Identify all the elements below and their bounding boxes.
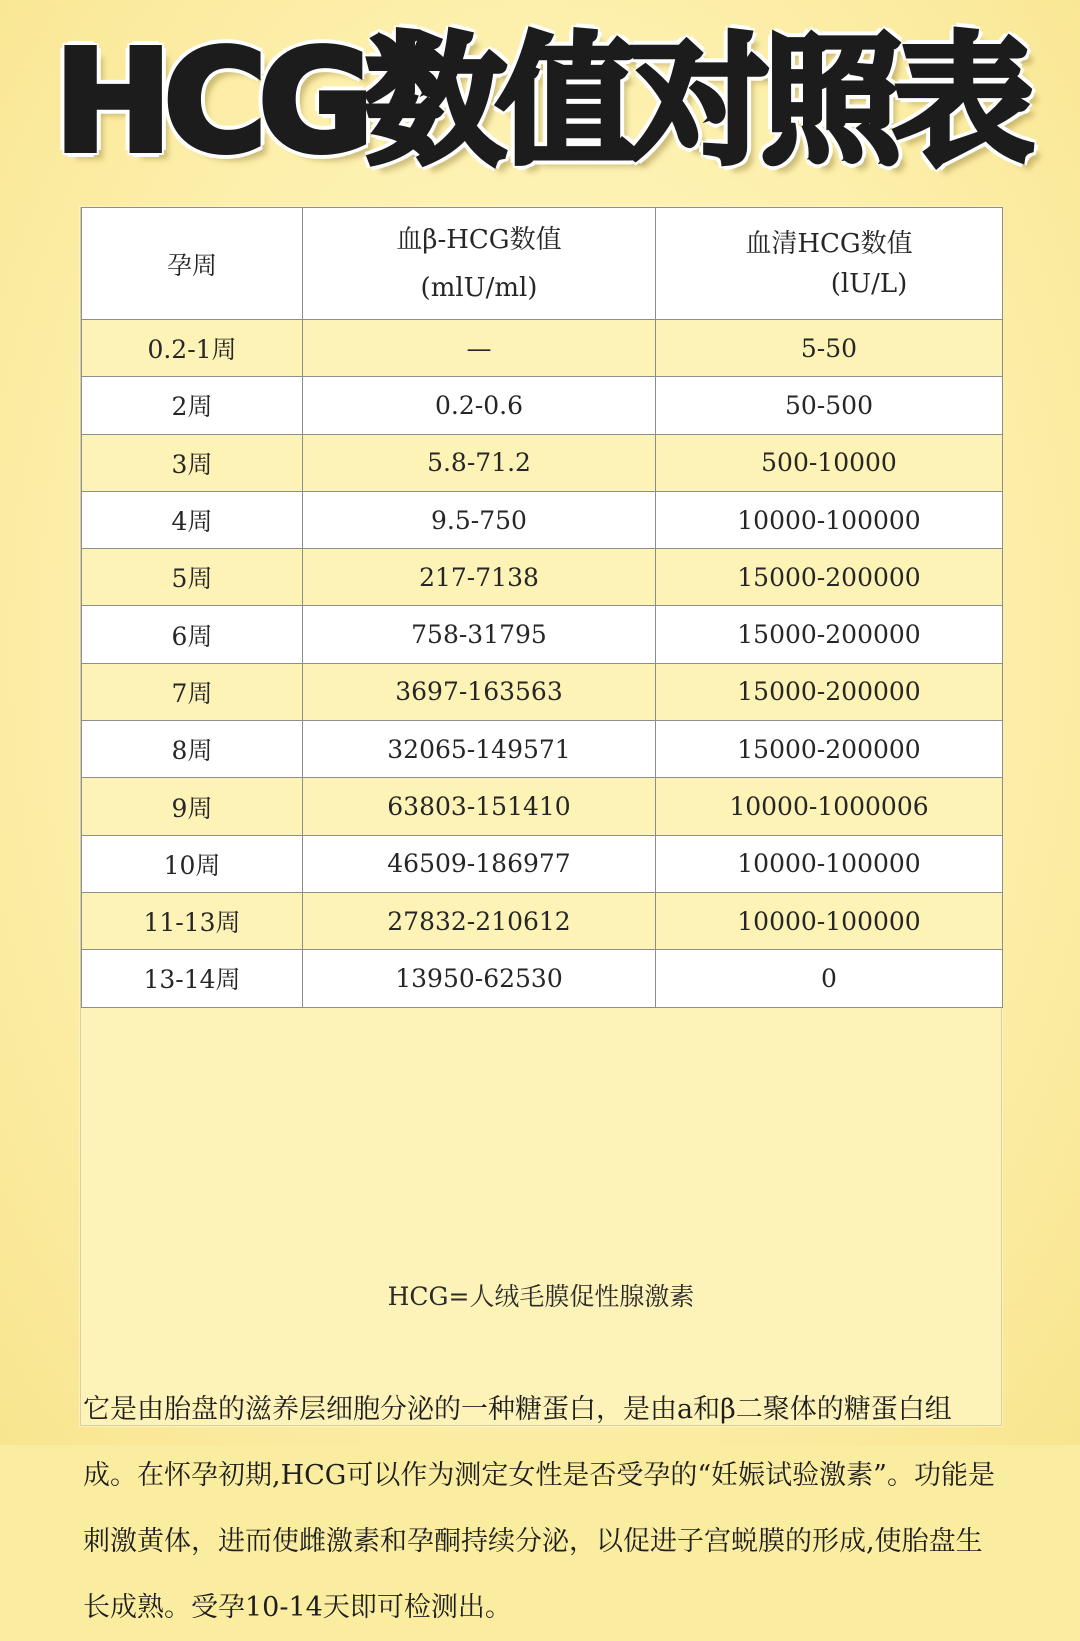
cell-serum: 10000-100000 — [656, 835, 1003, 892]
table-row — [82, 434, 1003, 491]
table-row — [82, 377, 1003, 434]
cell-beta: 3697-163563 — [303, 663, 656, 720]
header-serum-hcg-unit: (lU/L) — [830, 268, 908, 299]
header-serum-hcg — [656, 208, 1003, 320]
content-panel — [80, 207, 1002, 1623]
cell-serum: 15000-200000 — [656, 721, 1003, 778]
header-beta-hcg-unit: (mlU/ml) — [420, 272, 538, 303]
header-beta-hcg — [303, 208, 656, 320]
cell-beta: 758-31795 — [303, 606, 656, 663]
table-row — [82, 320, 1003, 377]
cell-serum: 10000-100000 — [656, 491, 1003, 548]
cell-serum: 50-500 — [656, 377, 1003, 434]
cell-serum: 10000-100000 — [656, 892, 1003, 949]
table-row — [82, 892, 1003, 949]
cell-beta: 5.8-71.2 — [303, 434, 656, 491]
cell-serum: 0 — [656, 950, 1003, 1007]
header-beta-hcg-label: 血β-HCG数值 — [396, 224, 562, 255]
table-header-row — [82, 208, 1003, 320]
cell-week: 9周 — [82, 778, 303, 835]
hcg-definition: HCG=人绒毛膜促性腺激素 — [387, 1282, 695, 1311]
cell-beta: 32065-149571 — [303, 721, 656, 778]
table-row — [82, 950, 1003, 1007]
cell-serum: 10000-1000006 — [656, 778, 1003, 835]
table-row — [82, 549, 1003, 606]
cell-beta: 9.5-750 — [303, 491, 656, 548]
cell-beta: 46509-186977 — [303, 835, 656, 892]
cell-week: 11-13周 — [82, 892, 303, 949]
header-serum-hcg-label: 血清HCG数值 — [745, 228, 913, 259]
cell-week: 10周 — [82, 835, 303, 892]
cell-serum: 500-10000 — [656, 434, 1003, 491]
cell-beta: 217-7138 — [303, 549, 656, 606]
table-row — [82, 835, 1003, 892]
table-row — [82, 778, 1003, 835]
cell-week: 4周 — [82, 491, 303, 548]
hcg-description: 它是由胎盘的滋养层细胞分泌的一种糖蛋白，是由a和β二聚体的糖蛋白组成。在怀孕初期,HCG可以作为测定女性是否受孕的“妊娠试验激素”。功能是刺激黄体，进而使雌激素和孕酮持续分泌，以促进子宫蜕膜的形成,使胎盘生长成熟。受孕10-14天即可检测出。 — [83, 1394, 995, 1623]
cell-serum: 5-50 — [656, 320, 1003, 377]
cell-beta: 13950-62530 — [303, 950, 656, 1007]
cell-week: 5周 — [82, 549, 303, 606]
cell-serum: 15000-200000 — [656, 549, 1003, 606]
table-row — [82, 721, 1003, 778]
hcg-table — [81, 207, 1003, 1008]
table-row — [82, 663, 1003, 720]
cell-beta: 27832-210612 — [303, 892, 656, 949]
header-week: 孕周 — [82, 208, 303, 320]
cell-week: 2周 — [82, 377, 303, 434]
cell-beta: 0.2-0.6 — [303, 377, 656, 434]
cell-beta: 63803-151410 — [303, 778, 656, 835]
cell-serum: 15000-200000 — [656, 663, 1003, 720]
cell-serum: 15000-200000 — [656, 606, 1003, 663]
cell-week: 0.2-1周 — [82, 320, 303, 377]
table-row — [82, 606, 1003, 663]
cell-week: 3周 — [82, 434, 303, 491]
table-row — [82, 491, 1003, 548]
cell-beta: — — [303, 320, 656, 377]
cell-week: 13-14周 — [82, 950, 303, 1007]
page-title: HCG数值对照表 — [54, 21, 1026, 184]
cell-week: 6周 — [82, 606, 303, 663]
cell-week: 7周 — [82, 663, 303, 720]
cell-week: 8周 — [82, 721, 303, 778]
